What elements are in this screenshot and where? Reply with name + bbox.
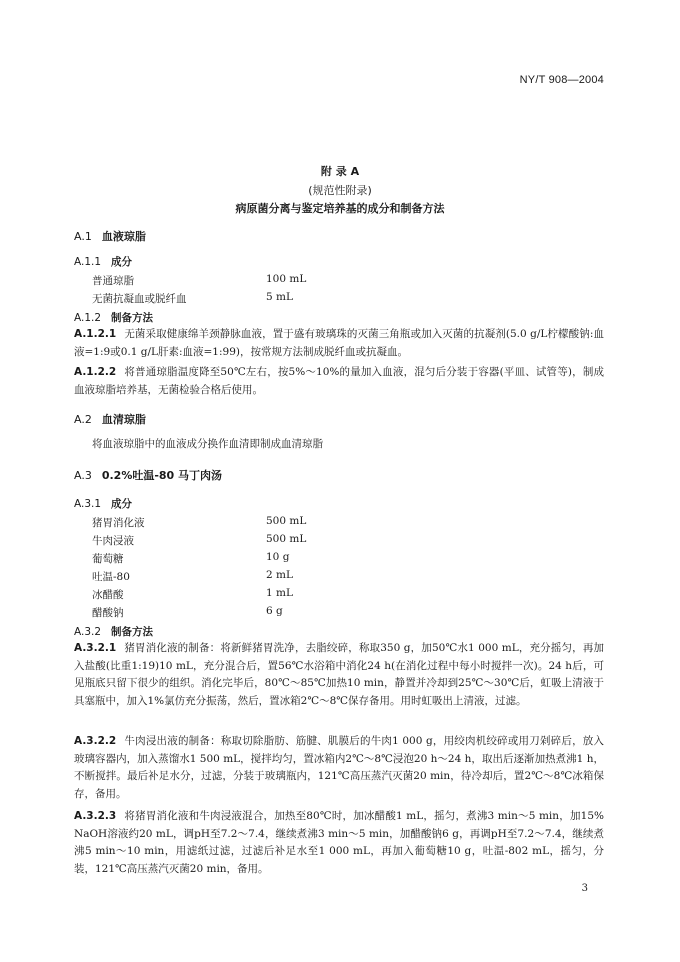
section-number: A.3 (74, 469, 92, 482)
paragraph-a2: 将血液琼脂中的血液成分换作血清即制成血清琼脂 (92, 438, 323, 450)
appendix-type: (规范性附录) (308, 184, 372, 197)
section-title: 成分 (111, 498, 133, 510)
paragraph-number: A.3.2.2 (74, 735, 117, 747)
section-number: A.1.2 (74, 312, 102, 324)
ingredient-name: 葡萄糖 (92, 553, 124, 565)
paragraph-number: A.3.2.3 (74, 810, 117, 822)
ingredient-amount: 10 g (266, 551, 290, 563)
appendix-name: 病原菌分离与鉴定培养基的成分和制备方法 (235, 202, 445, 215)
section-a1-heading (74, 228, 146, 244)
ingredient-name: 无菌抗凝血或脱纤血 (92, 293, 187, 305)
ingredient-amount: 500 mL (266, 515, 307, 527)
section-title: 血液琼脂 (101, 230, 146, 243)
section-title: 血清琼脂 (101, 413, 146, 426)
section-a2-heading (74, 411, 146, 427)
section-a3-1-heading (74, 496, 132, 511)
section-number: A.1.1 (74, 256, 102, 268)
ingredient-amount: 500 mL (266, 533, 307, 545)
paragraph-a1-2-1 (74, 326, 604, 361)
ingredient-name: 冰醋酸 (92, 589, 124, 601)
ingredient-name: 牛肉浸液 (92, 535, 134, 547)
section-number: A.3.1 (74, 498, 102, 510)
section-title: 0.2%吐温-80 马丁肉汤 (101, 469, 223, 482)
paragraph-a1-2-2 (74, 364, 604, 399)
section-title: 制备方法 (111, 312, 154, 324)
appendix-title: 附 录 A (320, 165, 360, 178)
page-number: 3 (581, 883, 588, 894)
ingredient-name: 吐温-80 (92, 571, 130, 583)
paragraph-a3-2-3 (74, 808, 604, 878)
paragraph-number: A.1.2.2 (74, 366, 117, 378)
paragraph-text: 牛肉浸出液的制备：称取切除脂肪、筋腱、肌膜后的牛肉1 000 g，用绞肉机绞碎或用刀剁碎后，放入玻璃容器内，加入蒸馏水1 500 mL，搅拌均匀，置冰箱内2℃～8℃浸泡20 h～24 h，取出后逐渐加热煮沸1 h，不断搅拌。最后补足水分，过滤，分装于玻璃瓶内，121℃高压蒸汽灭菌20 min，待冷却后，置2℃～8℃冰箱保存，备用。 (74, 735, 604, 800)
paragraph-number: A.3.2.1 (74, 642, 117, 654)
paragraph-a3-2-1 (74, 640, 604, 710)
section-number: A.1 (74, 230, 92, 243)
section-title: 成分 (111, 256, 133, 268)
ingredient-amount: 2 mL (266, 569, 293, 581)
section-a3-2-heading (74, 624, 153, 639)
ingredient-name: 醋酸钠 (92, 607, 124, 619)
paragraph-a3-2-2 (74, 733, 604, 803)
paragraph-text: 将普通琼脂温度降至50℃左右，按5%～10%的量加入血液，混匀后分装于容器(平皿、试管等)，制成血液琼脂培养基，无菌检验合格后使用。 (74, 366, 604, 396)
section-number: A.2 (74, 413, 92, 426)
ingredient-amount: 1 mL (266, 587, 293, 599)
section-title: 制备方法 (111, 626, 154, 638)
paragraph-text: 猪胃消化液的制备：将新鲜猪胃洗净，去脂绞碎，称取350 g，加50℃水1 000 mL，充分摇匀，再加入盐酸(比重1:19)10 mL，充分混合后，置56℃水浴箱中消化24 h(在消化过程中每小时搅拌一次)。24 h后，可见瓶底只留下很少的组织。消化完毕后，80℃～85℃加热10 min，静置并冷却到25℃～30℃后，虹吸上清液于具塞瓶中，加入1%氯仿充分振荡，然后，置冰箱2℃～8℃保存备用。用时虹吸出上清液，过滤。 (74, 642, 604, 707)
section-number: A.3.2 (74, 626, 102, 638)
standard-number: NY/T 908—2004 (519, 74, 604, 86)
ingredient-amount: 6 g (266, 605, 283, 617)
ingredient-amount: 100 mL (266, 273, 307, 285)
section-a3-heading (74, 467, 222, 483)
ingredient-name: 普通琼脂 (92, 275, 134, 287)
paragraph-text: 无菌采取健康绵羊颈静脉血液，置于盛有玻璃珠的灭菌三角瓶或加入灭菌的抗凝剂(5.0 g/L柠檬酸钠:血液=1:9或0.1 g/L肝素:血液=1:99)，按常规方法制成脱纤血或抗凝血。 (74, 328, 604, 358)
section-a1-1-heading (74, 254, 132, 269)
ingredient-amount: 5 mL (266, 291, 293, 303)
ingredient-name: 猪胃消化液 (92, 517, 145, 529)
paragraph-number: A.1.2.1 (74, 328, 117, 340)
section-a1-2-heading (74, 310, 153, 325)
paragraph-text: 将猪胃消化液和牛肉浸液混合，加热至80℃时，加冰醋酸1 mL，摇匀，煮沸3 min～5 min，加15% NaOH溶液约20 mL，调pH至7.2～7.4，继续煮沸3 min～5 min，加醋酸钠6 g，再调pH至7.2～7.4，继续煮沸5 min～10 min，用滤纸过滤，过滤后补足水至1 000 mL，再加入葡萄糖10 g，吐温-802 mL，摇匀，分装，121℃高压蒸汽灭菌20 min，备用。 (74, 810, 604, 875)
